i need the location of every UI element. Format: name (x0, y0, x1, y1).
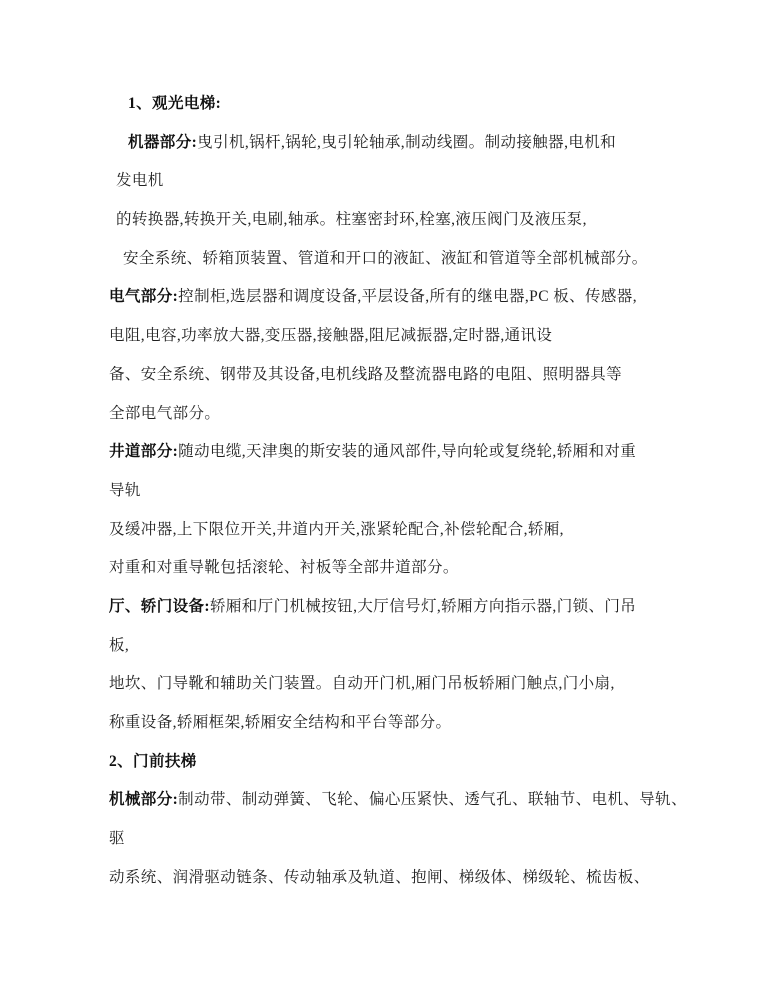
text-run: 备、安全系统、钢带及其设备,电机线路及整流器电路的电阻、照明器具等 (109, 365, 623, 383)
text-run: 发电机 (116, 172, 164, 190)
heading-sightseeing-elevator (128, 85, 669, 124)
paragraph-mechanical-part-line-2 (109, 820, 669, 859)
paragraph-door-equipment-line-1 (109, 588, 669, 627)
paragraph-electric-part-line-1 (109, 278, 669, 317)
text-run: 曳引机,锅杆,锅轮,曳引轮轴承,制动线圈。制动接触器,电机和 (197, 133, 617, 151)
text-run: 全部电气部分。 (109, 404, 221, 422)
text-run: 板, (109, 636, 130, 654)
paragraph-hoistway-part-line-4 (109, 549, 669, 588)
paragraph-door-equipment-line-4 (109, 704, 669, 743)
paragraph-door-equipment-line-2 (109, 627, 669, 666)
bold-run: 2、门前扶梯 (109, 752, 197, 770)
text-run: 驱 (109, 830, 125, 848)
paragraph-machine-part-line-2 (116, 162, 669, 201)
text-run: 控制柜,选层器和调度设备,平层设备,所有的继电器,PC 板、传感器, (178, 288, 637, 306)
paragraph-electric-part-line-4 (109, 395, 669, 434)
paragraph-hoistway-part-line-2 (109, 472, 669, 511)
text-run: 及缓冲器,上下限位开关,井道内开关,涨紧轮配合,补偿轮配合,轿厢, (109, 520, 564, 538)
document-content (109, 85, 687, 897)
paragraph-hoistway-part-line-1 (109, 433, 669, 472)
heading-front-escalator (109, 743, 669, 782)
paragraph-hoistway-part-line-3 (109, 511, 669, 550)
text-run: 地坎、门导靴和辅助关门装置。自动开门机,厢门吊板轿厢门触点,门小扇, (109, 675, 615, 693)
text-run: 的转换器,转换开关,电刷,轴承。柱塞密封环,栓塞,液压阀门及液压泵, (116, 211, 587, 229)
bold-run: 井道部分: (109, 443, 179, 461)
paragraph-door-equipment-line-3 (109, 665, 669, 704)
paragraph-machine-part-line-4 (123, 240, 669, 279)
bold-run: 厅、轿门设备: (109, 597, 210, 615)
paragraph-mechanical-part-line-3 (109, 859, 669, 898)
text-run: 对重和对重导靴包括滚轮、衬板等全部井道部分。 (109, 559, 459, 577)
bold-run: 电气部分: (109, 288, 179, 306)
paragraph-machine-part-line-3 (116, 201, 669, 240)
text-run: 导轨 (109, 481, 141, 499)
paragraph-electric-part-line-3 (109, 356, 669, 395)
text-run: 制动带、制动弹簧、飞轮、偏心压紧快、透气孔、联轴节、电机、导轨、 (178, 791, 687, 809)
bold-run: 1、观光电梯: (128, 95, 222, 112)
paragraph-mechanical-part-line-1 (109, 781, 687, 820)
paragraph-machine-part-line-1 (128, 124, 669, 163)
text-run: 称重设备,轿厢框架,轿厢安全结构和平台等部分。 (109, 714, 452, 731)
bold-run: 机械部分: (109, 791, 179, 809)
text-run: 动系统、润滑驱动链条、传动轴承及轨道、抱闸、梯级体、梯级轮、梳齿板、 (109, 868, 650, 886)
bold-run: 机器部分: (128, 133, 198, 151)
text-run: 安全系统、轿箱顶装置、管道和开口的液缸、液缸和管道等全部机械部分。 (123, 249, 648, 267)
paragraph-electric-part-line-2 (109, 317, 669, 356)
text-run: 轿厢和厅门机械按钮,大厅信号灯,轿厢方向指示器,门锁、门吊 (209, 597, 637, 615)
text-run: 电阻,电容,功率放大器,变压器,接触器,阻尼减振器,定时器,通讯设 (109, 327, 553, 345)
text-run: 随动电缆,天津奥的斯安装的通风部件,导向轮或复绕轮,轿厢和对重 (178, 443, 637, 461)
